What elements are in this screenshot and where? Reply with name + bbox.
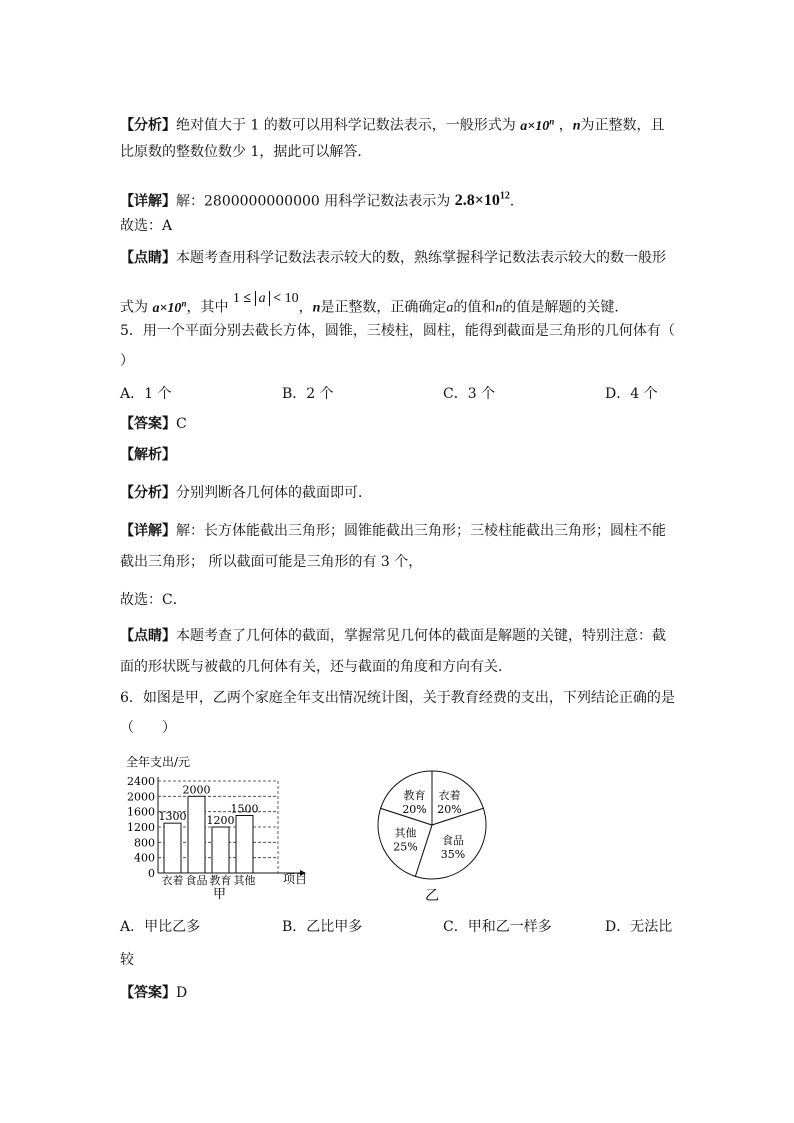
comment-label: 【点睛】 bbox=[120, 250, 176, 266]
bar-category-label: 食品 bbox=[185, 874, 208, 887]
inequality-formula: 1 ≤ a < 10 bbox=[232, 290, 299, 306]
pie-slice-name: 教育 bbox=[403, 788, 426, 802]
bar-chart-caption: 甲 bbox=[213, 887, 227, 902]
q6-option-a: A．甲比乙多 bbox=[120, 919, 201, 935]
bar-chart-ytick-label: 1200 bbox=[127, 821, 155, 834]
q6-question-line-2: （ ） bbox=[120, 720, 176, 736]
bar-1 bbox=[164, 823, 181, 873]
bar-chart-ytick-label: 400 bbox=[134, 851, 155, 865]
bar-category-label: 衣着 bbox=[161, 874, 184, 887]
q5-detail-line-1: 【详解】解：长方体能截出三角形；圆锥能截出三角形；三棱柱能截出三角形；圆柱不能 bbox=[120, 523, 666, 539]
q5-answer-line: 【答案】C bbox=[120, 416, 187, 432]
q6-question-line-1: 6．如图是甲，乙两个家庭全年支出情况统计图，关于教育经费的支出，下列结论正确的是 bbox=[120, 690, 675, 706]
q6-option-d: D．无法比 bbox=[605, 919, 673, 935]
q5-question-line-1: 5．用一个平面分别去截长方体，圆锥，三棱柱，圆柱，能得到截面是三角形的几何体有（ bbox=[120, 323, 675, 339]
q4-choice-line: 故选：A bbox=[120, 218, 173, 234]
bar-2 bbox=[188, 796, 205, 873]
q5-question-line-2: ） bbox=[120, 353, 134, 369]
q6-option-d-wrap: 较 bbox=[120, 952, 134, 968]
pie-slice-name: 其他 bbox=[394, 826, 417, 840]
q5-option-d: D．4 个 bbox=[605, 386, 658, 402]
q4-analysis-line-1: 【分析】绝对值大于 1 的数可以用科学记数法表示，一般形式为 $a\times 10^n$ ，n为正整数，且 bbox=[120, 116, 665, 134]
bar-chart-ytick-label: 0 bbox=[148, 867, 155, 880]
bar-value-label: 1500 bbox=[230, 802, 259, 816]
bar-value-label: 1300 bbox=[158, 810, 187, 824]
sci-notation-formula: $a\times 10^n$ bbox=[520, 116, 555, 134]
bar-category-label: 其他 bbox=[233, 874, 256, 887]
bar-chart-ylabel: 全年支出/元 bbox=[126, 755, 191, 769]
pie-slice-percent: 35% bbox=[440, 848, 466, 862]
bar-chart-jia bbox=[120, 748, 320, 903]
q5-option-a: A．1 个 bbox=[120, 386, 172, 402]
pie-chart-caption: 乙 bbox=[425, 888, 439, 904]
q5-answer: C bbox=[176, 416, 187, 432]
bar-chart-ytick-label: 800 bbox=[134, 836, 155, 850]
bar-category-label: 教育 bbox=[209, 874, 232, 887]
pie-slice-percent: 20% bbox=[402, 802, 427, 816]
q4-comment-line-2: 式为 $a\times 10^n$，其中 1 ≤ a < 10，n是正整数，正确确定a的值和n的值是解题的关键． bbox=[120, 290, 629, 316]
pie-slice-name: 食品 bbox=[442, 834, 465, 848]
q6-option-b: B．乙比甲多 bbox=[282, 919, 363, 935]
detail-formula: $2.8\times 10^{12}$ bbox=[454, 191, 510, 210]
q4-analysis-line-2: 比原数的整数位数少 1，据此可以解答． bbox=[120, 144, 372, 160]
q6-answer: D bbox=[176, 985, 188, 1001]
q5-detail-line-2: 截出三角形； 所以截面可能是三角形的有 3 个， bbox=[120, 554, 423, 570]
q4-detail-line: 【详解】解：2800000000000 用科学记数法表示为 $2.8\times 10^{12}$． bbox=[120, 191, 524, 210]
pie-slice-percent: 20% bbox=[437, 802, 462, 816]
q5-choice-line: 故选：C． bbox=[120, 592, 187, 608]
q5-option-c: C．3 个 bbox=[443, 386, 496, 402]
q5-comment-line-2: 面的形状既与被截的几何体有关，还与截面的角度和方向有关． bbox=[120, 659, 512, 675]
q6-answer-line: 【答案】D bbox=[120, 985, 188, 1001]
bar-4 bbox=[236, 816, 253, 874]
pie-slice-name: 衣着 bbox=[438, 788, 461, 802]
pie-slice-percent: 25% bbox=[393, 840, 418, 854]
bar-chart-ytick-label: 2400 bbox=[127, 775, 155, 788]
q4-comment-line-1: 【点睛】本题考查用科学记数法表示较大的数，熟练掌握科学记数法表示较大的数一般形 bbox=[120, 250, 666, 266]
q5-analysis-line: 【分析】分别判断各几何体的截面即可． bbox=[120, 485, 372, 501]
detail-label: 【详解】 bbox=[120, 193, 176, 210]
analysis-label: 【分析】 bbox=[120, 117, 176, 134]
bar-value-label: 2000 bbox=[182, 783, 211, 797]
q5-option-b: B．2 个 bbox=[282, 386, 334, 402]
q5-explain-label: 【解析】 bbox=[120, 447, 176, 463]
bar-chart-ytick-label: 1600 bbox=[127, 805, 155, 819]
bar-3 bbox=[212, 827, 229, 873]
q5-comment-line-1: 【点睛】本题考查了几何体的截面，掌握常见几何体的截面是解题的关键，特别注意：截 bbox=[120, 628, 666, 644]
bar-chart-ytick-label: 2000 bbox=[127, 790, 155, 804]
pie-chart-yi bbox=[370, 768, 500, 908]
bar-chart-xlabel: 项目 bbox=[283, 872, 308, 886]
q6-option-c: C．甲和乙一样多 bbox=[443, 919, 552, 935]
bar-value-label: 1200 bbox=[206, 814, 235, 827]
